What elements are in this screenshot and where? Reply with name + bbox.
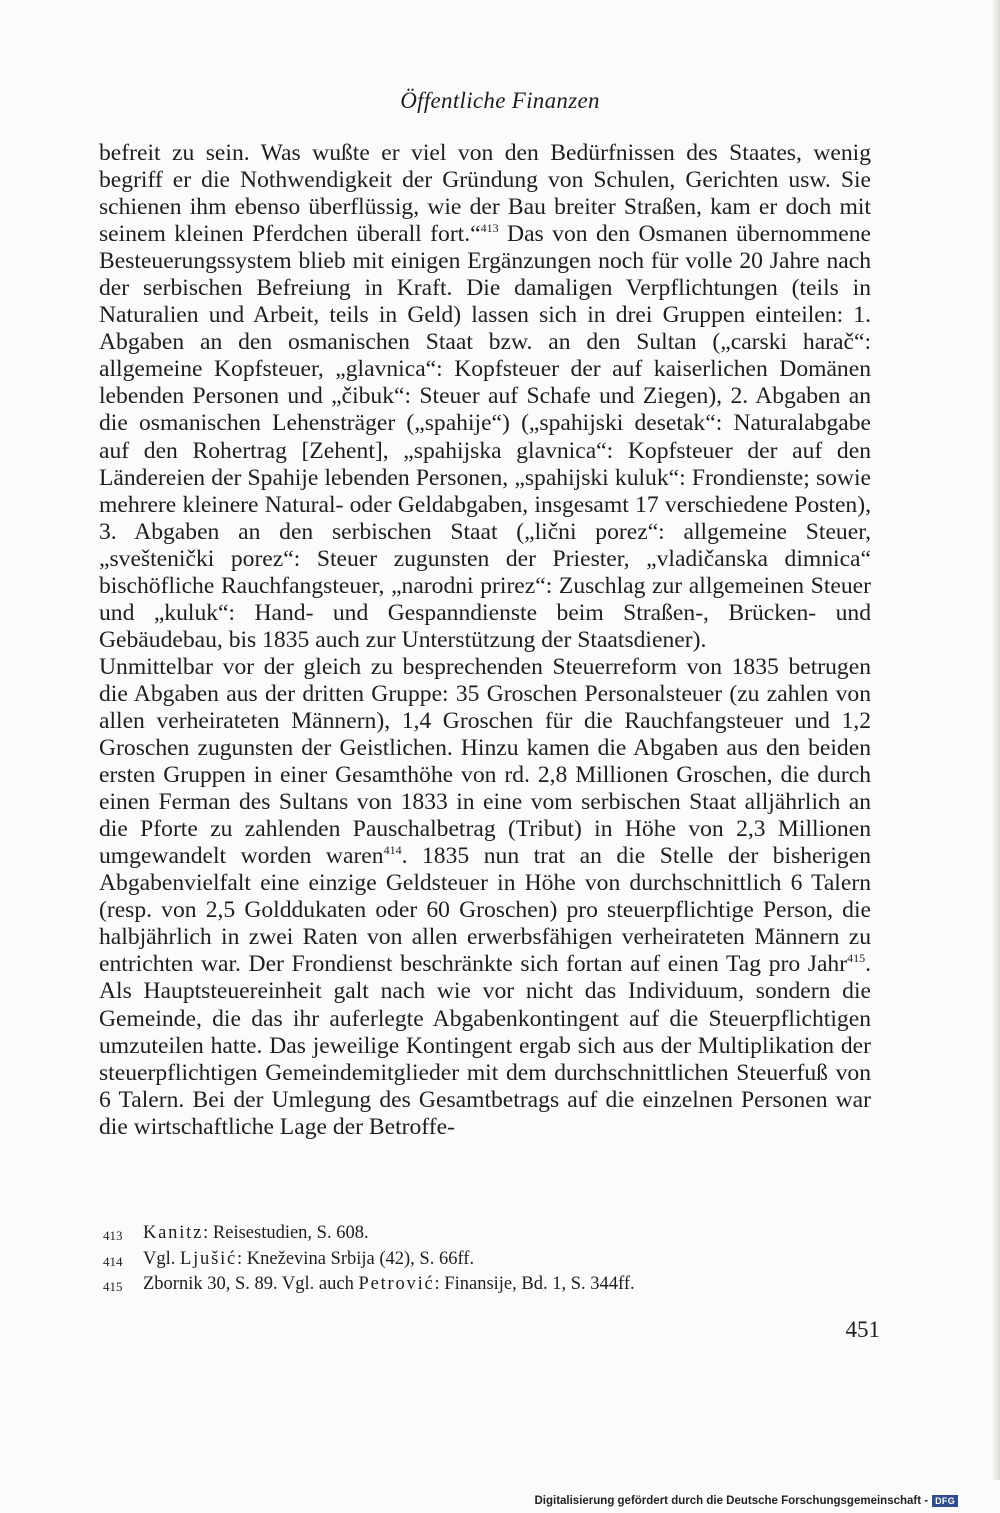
footnote-prefix: Zbornik 30, S. 89. Vgl. auch (143, 1274, 359, 1294)
paragraph-1-text-b: Das von den Osmanen übernommene Besteuerungssystem blieb mit einigen Ergänzungen noch für volle 20 Jahre nach der serbischen Befreiung in Kraft. Die damaligen Verpflichtungen (teils in Naturalien und Arbeit, teils in Geld) lassen sich in drei Gruppen einteilen: 1. Abgaben an den osmanischen Staat bzw. an den Sultan („carski harač“: allgemeine Kopfsteuer, „glavnica“: Kopfsteuer der auf kaiserlichen Domänen lebenden Personen und „čibuk“: Steuer auf Schafe und Ziegen), 2. Abgaben an die osmanischen Lehensträger („spahije“) („spahijski desetak“: Naturalabgabe auf den Rohertrag [Zehent], „spahijska glavnica“: Kopfsteuer der auf den Ländereien der Spahije lebenden Personen, „spahijski kuluk“: Frondienste; sowie mehrere kleinere Natural- oder Geldabgaben, insgesamt 17 verschiedene Posten), 3. Abgaben an den serbischen Staat („lični porez“: allgemeine Steuer, „sveštenički porez“: Steuer zugunsten der Priester, „vladičanska dimnica“ bischöfliche Rauchfangsteuer, „narodni prirez“: Zuschlag zur allgemeinen Steuer und „kuluk“: Hand- und Gespanndienste beim Straßen-, Brücken- und Gebäudebau, bis 1835 auch zur Unterstützung der Staatsdiener). (99, 221, 872, 653)
footnote-author: Petrović (358, 1274, 435, 1294)
footnotes (103, 1222, 863, 1299)
paragraph-2-text-a: Unmittelbar vor der gleich zu besprechenden Steuerreform von 1835 betrugen die Abgaben aus der dritten Gruppe: 35 Groschen Personalsteuer (zu zahlen von allen verheirateten Männern), 1,4 Groschen für die Rauchfangsteuer und 1,2 Groschen zugunsten der Geistlichen. Hinzu kamen die Abgaben aus den beiden ersten Gruppen in einer Gesamthöhe von rd. 2,8 Millionen Groschen, die durch einen Ferman des Sultans von 1833 in eine vom serbischen Staat alljährlich an die Pforte zu zahlenden Pauschalbetrag (Tribut) in Höhe von 2,3 Millionen umgewandelt worden waren (99, 653, 871, 870)
footnote-text: : Kneževina Srbija (42), S. 66ff. (237, 1248, 475, 1269)
footnote-ref-415: 415 (847, 951, 866, 966)
paragraph-2 (99, 654, 871, 1141)
paragraph-1-text-a: befreit zu sein. Was wußte er viel von den Bedürfnissen des Staates, wenig begriff er die Nothwendigkeit der Gründung von Schulen, Gerichten usw. Sie schienen ihm ebenso überflüssig, wie der Bau breiter Straßen, kam er doch mit seinem kleinen Pferdchen überall fort.“ (99, 140, 871, 248)
paragraph-1 (99, 140, 871, 654)
footnote-ref-414: 414 (383, 843, 402, 858)
paragraph-2-text-b: . 1835 nun trat an die Stelle der bisherigen Abgabenvielfalt eine einzige Geldsteuer in Höhe von durchschnittlich 6 Talern (resp. von 2,5 Golddukaten oder 60 Groschen) pro steuerpflichtige Person, die halbjährlich in zwei Raten von allen erwerbsfähigen verheirateten Männern zu entrichten war. Der Frondienst beschränkte sich fortan auf einen Tag pro Jahr (99, 843, 871, 978)
footnote-number: 415 (103, 1279, 123, 1294)
running-head: Öffentliche Finanzen (400, 88, 600, 113)
footnote-ref-413: 413 (480, 221, 499, 236)
page-edge-shadow (992, 0, 1000, 1480)
footnote-text: : Reisestudien, S. 608. (203, 1223, 369, 1243)
footnote-body (143, 1273, 635, 1299)
paragraph-2-text-c: . Als Hauptsteuereinheit galt nach wie vor nicht das Individuum, sondern die Gemeinde, die das ihr auferlegte Abgabenkontingent auf die Steuerpflichtigen umzuteilen hatte. Das jeweilige Kontingent ergab sich aus der Multiplikation der steuerpflichtigen Gemeindemitglieder mit dem durchschnittlichen Steuerfuß von 6 Talern. Bei der Umlegung des Gesamtbetrags auf die einzelnen Personen war die wirtschaftliche Lage der Betroffe- (99, 951, 871, 1140)
body-text (99, 140, 871, 1141)
footnote-414 (103, 1248, 863, 1274)
footnote-author: Kanitz (143, 1223, 204, 1243)
attribution-text: Digitalisierung gefördert durch die Deutsche Forschungsgemeinschaft - (534, 1495, 929, 1507)
dfg-logo-icon: DFG (932, 1495, 958, 1507)
footnote-prefix: Vgl. (143, 1248, 180, 1269)
footnote-body (143, 1222, 369, 1248)
footnote-text: : Finansije, Bd. 1, S. 344ff. (434, 1274, 635, 1294)
page-number: 451 (845, 1317, 880, 1342)
digitization-attribution (534, 1495, 958, 1507)
footnote-body (143, 1248, 474, 1274)
footnote-number: 413 (103, 1228, 123, 1243)
footnote-415 (103, 1273, 863, 1299)
footnote-413 (103, 1222, 863, 1248)
footnote-number: 414 (103, 1253, 123, 1269)
footnote-author: Ljušić (180, 1248, 238, 1269)
